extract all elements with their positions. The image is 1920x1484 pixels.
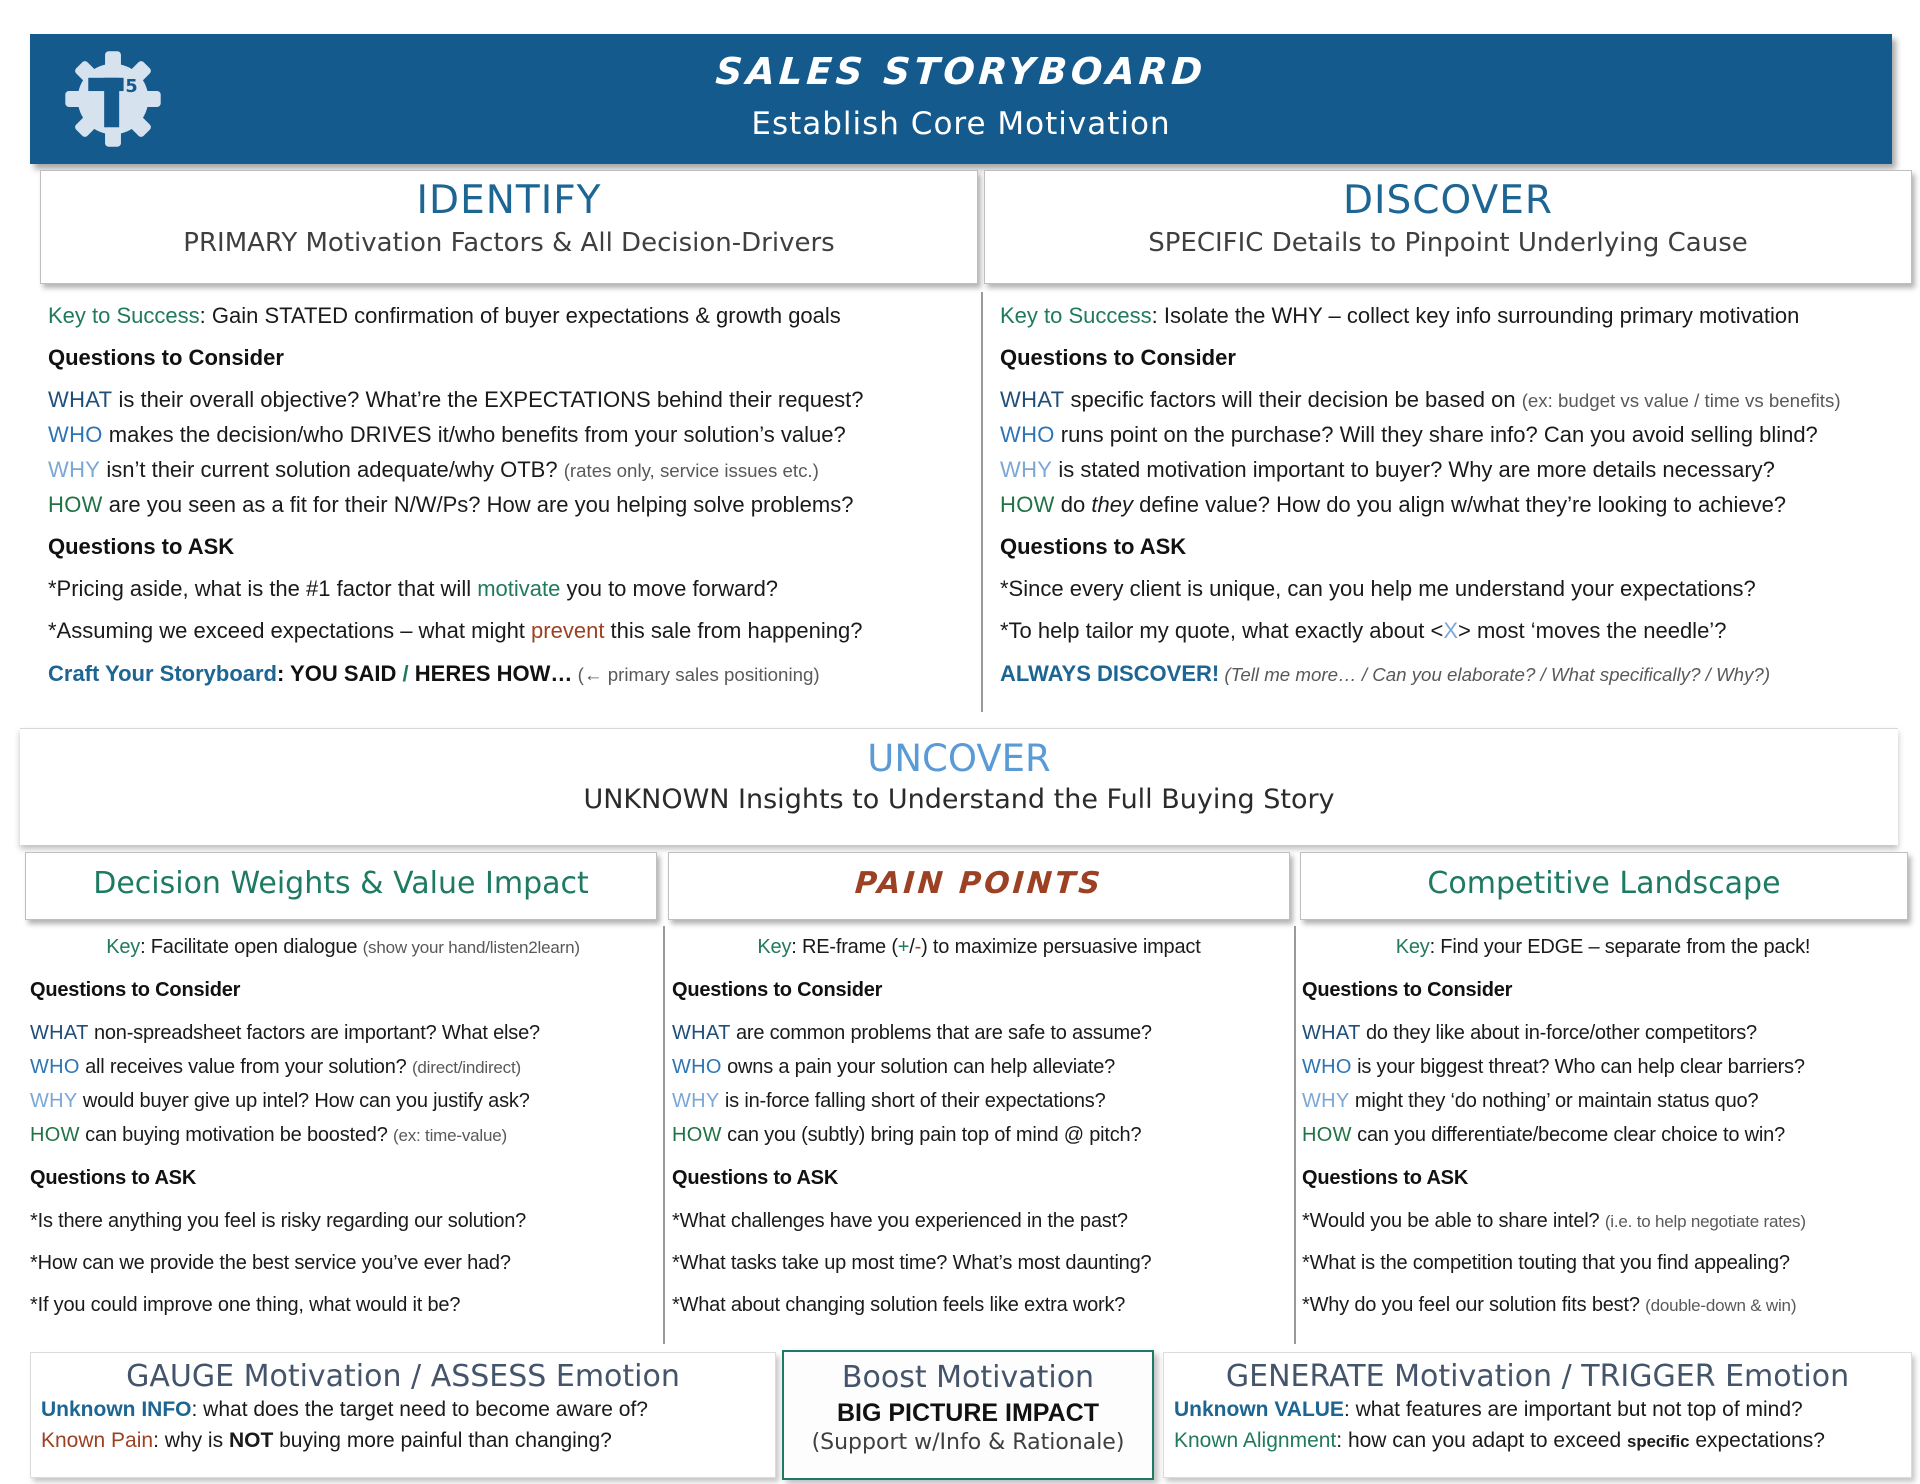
line-text: this sale from happening? — [604, 618, 863, 643]
questions-to-ask-label: Questions to ASK — [1302, 1167, 1469, 1189]
what-label: WHAT — [1000, 387, 1065, 412]
line-text: *Would you be able to share intel? — [1302, 1210, 1605, 1232]
what-label: WHAT — [30, 1022, 89, 1044]
bottom-column-divider-2 — [1294, 926, 1296, 1344]
decision-weights-header — [25, 852, 657, 920]
unknown-info-line — [31, 1394, 775, 1425]
consider-who-line — [30, 1050, 656, 1084]
who-label: WHO — [672, 1056, 722, 1078]
line-text: is in-force falling short of their expectations? — [719, 1090, 1106, 1112]
what-label: WHAT — [48, 387, 113, 412]
key-text: ) to maximize persuasive impact — [921, 936, 1201, 958]
consider-what-line — [672, 1016, 1286, 1050]
key-text: / — [909, 936, 915, 958]
line-text: is your biggest threat? Who can help clear barriers? — [1351, 1056, 1805, 1078]
questions-to-ask-label: Questions to ASK — [30, 1167, 197, 1189]
line-note: (ex: budget vs value / time vs benefits) — [1521, 390, 1841, 411]
competitive-landscape-body — [1302, 930, 1904, 1322]
line-text: *Is there anything you feel is risky regarding our solution? — [30, 1210, 527, 1232]
why-label: WHY — [48, 457, 101, 482]
craft-you-said: YOU SAID — [290, 661, 403, 686]
line-text: : what features are important but not top of mind? — [1343, 1398, 1803, 1421]
discover-panel-header — [984, 170, 1912, 284]
uncover-band — [20, 728, 1898, 845]
how-label: HOW — [30, 1124, 80, 1146]
page-title: Establish Core Motivation — [751, 106, 1171, 142]
decision-weights-body — [30, 930, 656, 1322]
consider-who-line — [1302, 1050, 1904, 1084]
line-text: buying more painful than changing? — [273, 1429, 612, 1452]
consider-what-line — [30, 1016, 656, 1050]
competitive-landscape-title: Competitive Landscape — [1427, 866, 1781, 901]
key-to-success-text: : Gain STATED confirmation of buyer expectations & growth goals — [199, 303, 841, 328]
line-text: can you (subtly) bring pain top of mind @ pitch? — [721, 1124, 1142, 1146]
line-text: is stated motivation important to buyer? Why are more details necessary? — [1052, 457, 1775, 482]
who-label: WHO — [1000, 422, 1055, 447]
line-text: owns a pain your solution can help alleviate? — [721, 1056, 1116, 1078]
discover-title: DISCOVER — [1343, 178, 1553, 223]
line-emphasis: they — [1091, 492, 1133, 517]
uncover-subtitle: UNKNOWN Insights to Understand the Full Buying Story — [583, 784, 1335, 815]
unknown-info-label: Unknown INFO — [41, 1398, 192, 1421]
minus-sign: - — [914, 936, 922, 958]
key-to-success-line — [1000, 298, 1908, 333]
consider-why-line — [1000, 452, 1908, 487]
known-pain-label: Known Pain — [41, 1429, 154, 1452]
boost-impact-text: BIG PICTURE IMPACT — [836, 1399, 1100, 1427]
consider-how-line — [48, 487, 978, 522]
who-label: WHO — [30, 1056, 80, 1078]
line-text: *Since every client is unique, can you help me understand your expectations? — [1000, 576, 1756, 601]
line-strong: NOT — [228, 1429, 274, 1452]
identify-title: IDENTIFY — [416, 178, 602, 223]
line-text: are you seen as a fit for their N/W/Ps? How are you helping solve problems? — [102, 492, 854, 517]
ask-line — [672, 1288, 1286, 1322]
key-label: Key — [757, 936, 792, 958]
gauge-motivation-section — [30, 1352, 776, 1478]
consider-how-line — [672, 1118, 1286, 1152]
craft-slash: / — [402, 661, 409, 686]
line-note: (direct/indirect) — [411, 1058, 521, 1077]
line-text: do they like about in-force/other competitors? — [1360, 1022, 1757, 1044]
line-text: *Why do you feel our solution fits best? — [1302, 1294, 1646, 1316]
key-text: : Find your EDGE – separate from the pack! — [1429, 936, 1811, 958]
ask-line — [1302, 1288, 1904, 1322]
questions-to-consider-label: Questions to Consider — [672, 979, 883, 1001]
line-text: : what does the target need to become aware of? — [191, 1398, 648, 1421]
line-text: specific factors will their decision be based on — [1064, 387, 1522, 412]
key-to-success-line — [48, 298, 978, 333]
decision-weights-title: Decision Weights & Value Impact — [93, 866, 589, 901]
questions-to-consider-label: Questions to Consider — [30, 979, 241, 1001]
questions-to-consider-label: Questions to Consider — [1000, 345, 1236, 370]
unknown-value-line — [1164, 1394, 1911, 1425]
line-text: makes the decision/who DRIVES it/who benefits from your solution’s value? — [102, 422, 846, 447]
discover-body — [1000, 298, 1908, 691]
consider-why-line — [30, 1084, 656, 1118]
line-text: *If you could improve one thing, what would it be? — [30, 1294, 461, 1316]
line-text: : how can you adapt to exceed — [1336, 1429, 1627, 1452]
ask-line — [1000, 571, 1908, 606]
known-pain-line — [31, 1425, 775, 1456]
line-text: you to move forward? — [560, 576, 779, 601]
line-text: non-spreadsheet factors are important? What else? — [88, 1022, 540, 1044]
identify-panel-header — [40, 170, 978, 284]
key-line — [30, 930, 656, 964]
unknown-value-label: Unknown VALUE — [1174, 1398, 1344, 1421]
key-to-success-label: Key to Success — [48, 303, 200, 328]
what-label: WHAT — [672, 1022, 731, 1044]
pain-points-title: PAIN POINTS — [853, 866, 1105, 901]
identify-body — [48, 298, 978, 691]
questions-to-ask-label: Questions to ASK — [672, 1167, 839, 1189]
ask-line — [672, 1204, 1286, 1238]
uncover-title: UNCOVER — [867, 737, 1051, 780]
ask-line — [30, 1246, 656, 1280]
header-banner — [30, 34, 1892, 164]
key-note: (show your hand/listen2learn) — [362, 938, 580, 957]
line-text: *What is the competition touting that you find appealing? — [1302, 1252, 1790, 1274]
consider-who-line — [48, 417, 978, 452]
line-text: isn’t their current solution adequate/why OTB? — [100, 457, 564, 482]
boost-motivation-box — [782, 1350, 1154, 1480]
line-text: *Pricing aside, what is the #1 factor that will — [48, 576, 478, 601]
bottom-column-divider-1 — [663, 926, 665, 1344]
key-line — [672, 930, 1286, 964]
line-small-word: specific — [1626, 1432, 1690, 1451]
consider-why-line — [48, 452, 978, 487]
craft-colon: : — [277, 661, 291, 686]
line-text: *How can we provide the best service you’ve ever had? — [30, 1252, 511, 1274]
ask-line — [30, 1288, 656, 1322]
craft-note: (← primary sales positioning) — [572, 664, 820, 685]
line-text: is their overall objective? What’re the EXPECTATIONS behind their request? — [112, 387, 864, 412]
line-text: can buying motivation be boosted? — [79, 1124, 393, 1146]
who-label: WHO — [1302, 1056, 1352, 1078]
line-text: *What challenges have you experienced in the past? — [672, 1210, 1128, 1232]
line-text: all receives value from your solution? — [79, 1056, 412, 1078]
key-label: Key — [1395, 936, 1430, 958]
ask-line — [1000, 613, 1908, 648]
why-label: WHY — [672, 1090, 720, 1112]
line-text: expectations? — [1689, 1429, 1825, 1452]
line-text: might they ‘do nothing’ or maintain status quo? — [1349, 1090, 1759, 1112]
consider-who-line — [1000, 417, 1908, 452]
known-alignment-label: Known Alignment — [1174, 1429, 1337, 1452]
always-discover-label: ALWAYS DISCOVER! — [1000, 661, 1220, 686]
questions-to-consider-label: Questions to Consider — [1302, 979, 1513, 1001]
consider-who-line — [672, 1050, 1286, 1084]
consider-what-line — [48, 382, 978, 417]
consider-how-line — [1302, 1118, 1904, 1152]
craft-heres-how: HERES HOW… — [408, 661, 573, 686]
boost-support-text: (Support w/Info & Rationale) — [811, 1430, 1125, 1455]
consider-how-line — [1000, 487, 1908, 522]
line-note: (double-down & win) — [1645, 1296, 1797, 1315]
pain-points-header — [668, 852, 1290, 920]
ask-line — [30, 1204, 656, 1238]
key-to-success-text: : Isolate the WHY – collect key info surrounding primary motivation — [1151, 303, 1800, 328]
ask-line — [48, 613, 978, 648]
generate-title: GENERATE Motivation / TRIGGER Emotion — [1225, 1359, 1850, 1394]
consider-why-line — [672, 1084, 1286, 1118]
how-label: HOW — [48, 492, 103, 517]
highlight-prevent: prevent — [531, 618, 605, 643]
line-text: : why is — [153, 1429, 229, 1452]
pain-points-body — [672, 930, 1286, 1322]
line-note: (rates only, service issues etc.) — [563, 460, 819, 481]
ask-line — [1302, 1246, 1904, 1280]
why-label: WHY — [30, 1090, 78, 1112]
svg-text:5: 5 — [125, 76, 138, 97]
line-text: *What about changing solution feels like extra work? — [672, 1294, 1126, 1316]
line-note: (ex: time-value) — [393, 1126, 507, 1145]
questions-to-ask-label: Questions to ASK — [48, 534, 235, 559]
craft-storyboard-line — [48, 656, 978, 691]
key-line — [1302, 930, 1904, 964]
consider-how-line — [30, 1118, 656, 1152]
line-note: (i.e. to help negotiate rates) — [1604, 1212, 1806, 1231]
line-text: define value? How do you align w/what they’re looking to achieve? — [1132, 492, 1787, 517]
generate-motivation-section — [1163, 1352, 1912, 1478]
why-label: WHY — [1302, 1090, 1350, 1112]
competitive-landscape-header — [1300, 852, 1908, 920]
identify-subtitle: PRIMARY Motivation Factors & All Decision-Drivers — [183, 228, 835, 258]
line-text: runs point on the purchase? Will they share info? Can you avoid selling blind? — [1054, 422, 1818, 447]
line-text: do — [1054, 492, 1092, 517]
how-label: HOW — [672, 1124, 722, 1146]
boost-title: Boost Motivation — [841, 1360, 1095, 1395]
consider-what-line — [1302, 1016, 1904, 1050]
brand-title: SALES STORYBOARD — [714, 50, 1208, 93]
highlight-motivate: motivate — [477, 576, 561, 601]
line-text: *Assuming we exceed expectations – what might — [48, 618, 532, 643]
top-column-divider — [981, 292, 983, 712]
line-text: are common problems that are safe to assume? — [730, 1022, 1152, 1044]
line-text: > most ‘moves the needle’? — [1458, 618, 1727, 643]
known-alignment-line — [1164, 1425, 1911, 1456]
discover-subtitle: SPECIFIC Details to Pinpoint Underlying Cause — [1148, 228, 1748, 258]
ask-line — [672, 1246, 1286, 1280]
how-label: HOW — [1000, 492, 1055, 517]
always-discover-line — [1000, 656, 1908, 691]
key-to-success-label: Key to Success — [1000, 303, 1152, 328]
why-label: WHY — [1000, 457, 1053, 482]
questions-to-consider-label: Questions to Consider — [48, 345, 284, 370]
highlight-x: X — [1443, 618, 1458, 643]
line-text: would buyer give up intel? How can you justify ask? — [77, 1090, 530, 1112]
line-text: *To help tailor my quote, what exactly about < — [1000, 618, 1444, 643]
line-text: can you differentiate/become clear choice to win? — [1351, 1124, 1786, 1146]
how-label: HOW — [1302, 1124, 1352, 1146]
craft-label: Craft Your Storyboard — [48, 661, 277, 686]
consider-why-line — [1302, 1084, 1904, 1118]
key-text: : Facilitate open dialogue — [140, 936, 363, 958]
ask-line — [1302, 1204, 1904, 1238]
ask-line — [48, 571, 978, 606]
what-label: WHAT — [1302, 1022, 1361, 1044]
key-text: : RE-frame ( — [791, 936, 898, 958]
line-text: *What tasks take up most time? What’s most daunting? — [672, 1252, 1152, 1274]
always-discover-note: (Tell me more… / Can you elaborate? / What specifically? / Why?) — [1219, 664, 1771, 685]
consider-what-line — [1000, 382, 1908, 417]
gauge-title: GAUGE Motivation / ASSESS Emotion — [126, 1359, 680, 1394]
key-label: Key — [106, 936, 141, 958]
who-label: WHO — [48, 422, 103, 447]
plus-sign: + — [897, 936, 910, 958]
questions-to-ask-label: Questions to ASK — [1000, 534, 1187, 559]
